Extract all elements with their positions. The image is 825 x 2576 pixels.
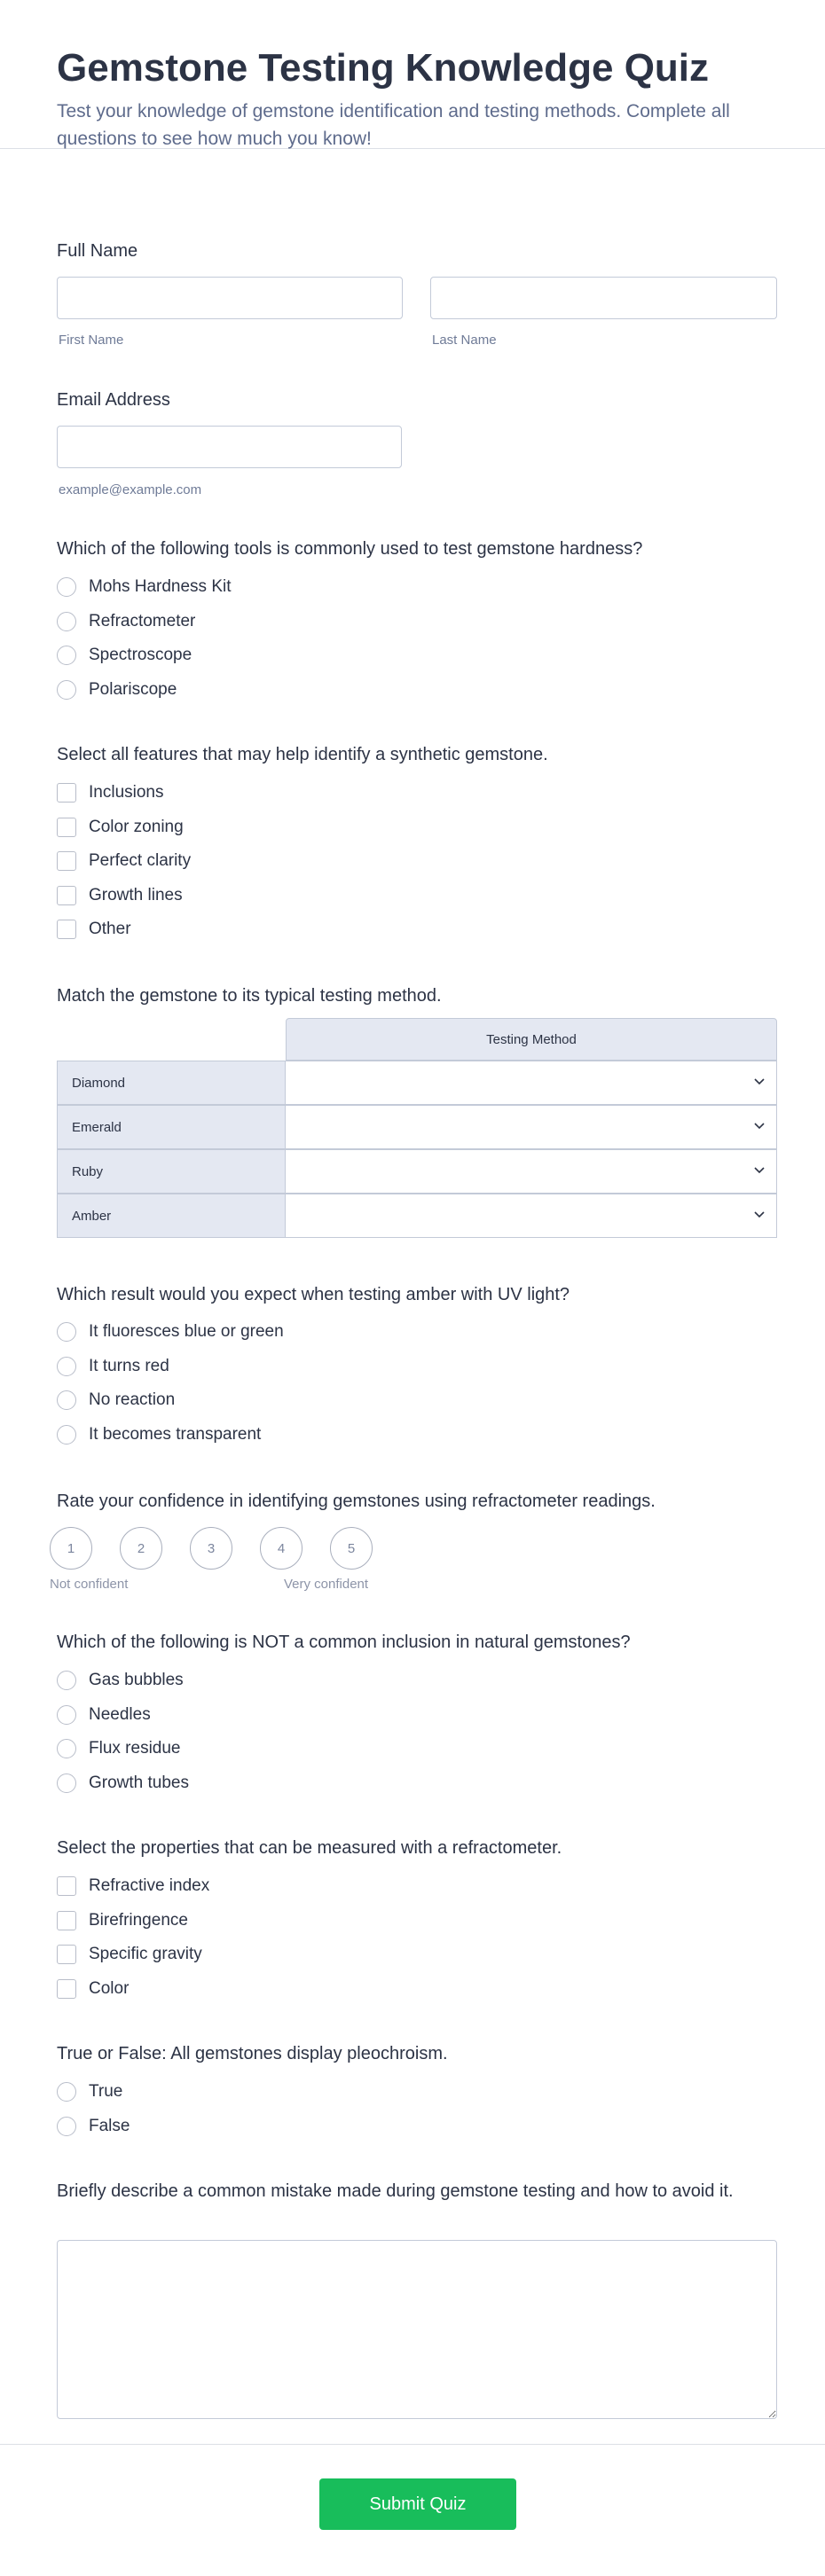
matrix-row xyxy=(57,1149,777,1194)
option-label: Specific gravity xyxy=(89,1945,202,1963)
email-question xyxy=(57,388,777,504)
option-label: Color zoning xyxy=(89,818,184,836)
checkbox-option[interactable] xyxy=(57,918,131,941)
chevron-down-icon xyxy=(751,1207,767,1223)
radio-option[interactable] xyxy=(57,2080,122,2103)
option-label: Spectroscope xyxy=(89,646,192,664)
option-label: Other xyxy=(89,920,131,938)
radio-option[interactable] xyxy=(57,610,195,633)
radio-button[interactable] xyxy=(57,1671,76,1690)
inclusion-question xyxy=(57,1631,777,1799)
option-label: Gas bubbles xyxy=(89,1671,184,1689)
radio-button[interactable] xyxy=(57,1357,76,1376)
confidence-scale-question xyxy=(50,1490,777,1596)
mistake-description-textarea[interactable] xyxy=(57,2240,777,2419)
email-label: Email Address xyxy=(57,390,170,410)
last-name-sublabel: Last Name xyxy=(432,333,497,348)
email-input[interactable] xyxy=(57,426,402,468)
matrix-select[interactable] xyxy=(286,1061,777,1105)
checkbox[interactable] xyxy=(57,1979,76,1999)
scale-option-3[interactable]: 3 xyxy=(190,1527,232,1570)
checkbox-option[interactable] xyxy=(57,850,191,873)
radio-button[interactable] xyxy=(57,2082,76,2102)
matrix-row-label: Emerald xyxy=(57,1105,286,1149)
question-label: Select all features that may help identify a synthetic gemstone. xyxy=(57,745,548,764)
option-label: It becomes transparent xyxy=(89,1425,262,1444)
radio-option[interactable] xyxy=(57,1669,184,1692)
option-label: True xyxy=(89,2082,123,2101)
option-label: Refractometer xyxy=(89,612,196,630)
radio-option[interactable] xyxy=(57,575,232,599)
radio-button[interactable] xyxy=(57,680,76,700)
option-label: Color xyxy=(89,1979,130,1998)
checkbox-option[interactable] xyxy=(57,1943,202,1966)
form-footer xyxy=(0,2444,825,2576)
option-label: Refractive index xyxy=(89,1876,210,1895)
page-title: Gemstone Testing Knowledge Quiz xyxy=(57,46,710,90)
checkbox-option[interactable] xyxy=(57,1909,188,1932)
pleochroism-question xyxy=(57,2042,777,2140)
checkbox[interactable] xyxy=(57,1945,76,1964)
first-name-sublabel: First Name xyxy=(59,333,124,348)
checkbox[interactable] xyxy=(57,886,76,905)
testing-mistake-question xyxy=(57,2180,777,2419)
radio-button[interactable] xyxy=(57,1773,76,1793)
checkbox[interactable] xyxy=(57,783,76,803)
radio-option[interactable] xyxy=(57,1703,151,1726)
hardness-tool-question xyxy=(57,537,777,706)
matrix-row xyxy=(57,1061,777,1105)
scale-option-5[interactable]: 5 xyxy=(330,1527,373,1570)
question-label: Select the properties that can be measured with a refractometer. xyxy=(57,1838,562,1858)
matrix-row xyxy=(57,1105,777,1149)
radio-button[interactable] xyxy=(57,1425,76,1445)
checkbox[interactable] xyxy=(57,920,76,939)
radio-option[interactable] xyxy=(57,1389,175,1412)
radio-option[interactable] xyxy=(57,1355,169,1378)
submit-quiz-button[interactable]: Submit Quiz xyxy=(319,2478,516,2530)
full-name-question xyxy=(57,239,777,355)
matrix-select[interactable] xyxy=(286,1194,777,1238)
radio-button[interactable] xyxy=(57,1705,76,1725)
refractometer-properties-question xyxy=(57,1836,777,2005)
radio-option[interactable] xyxy=(57,1772,189,1795)
radio-option[interactable] xyxy=(57,1423,261,1446)
question-label: Which of the following tools is commonly used to test gemstone hardness? xyxy=(57,539,643,559)
checkbox-option[interactable] xyxy=(57,816,184,839)
question-label: Which result would you expect when testing amber with UV light? xyxy=(57,1285,570,1304)
option-label: It turns red xyxy=(89,1357,169,1375)
matrix-select[interactable] xyxy=(286,1149,777,1194)
scale-option-4[interactable]: 4 xyxy=(260,1527,302,1570)
chevron-down-icon xyxy=(751,1163,767,1178)
option-label: Perfect clarity xyxy=(89,851,192,870)
option-label: Flux residue xyxy=(89,1739,181,1758)
matrix-select[interactable] xyxy=(286,1105,777,1149)
matrix-column-header: Testing Method xyxy=(286,1018,777,1061)
option-label: Growth tubes xyxy=(89,1773,189,1792)
scale-option-2[interactable]: 2 xyxy=(120,1527,162,1570)
chevron-down-icon xyxy=(751,1118,767,1134)
option-label: False xyxy=(89,2117,130,2135)
option-label: Birefringence xyxy=(89,1911,188,1930)
page-subtitle: Test your knowledge of gemstone identification and testing methods. Complete all questions to see how much you know! xyxy=(57,101,730,149)
checkbox-option[interactable] xyxy=(57,781,164,804)
radio-button[interactable] xyxy=(57,577,76,597)
last-name-input[interactable] xyxy=(430,277,777,319)
amber-uv-question xyxy=(57,1283,777,1452)
radio-option[interactable] xyxy=(57,1320,284,1343)
first-name-input[interactable] xyxy=(57,277,403,319)
checkbox[interactable] xyxy=(57,851,76,871)
question-label: Briefly describe a common mistake made during gemstone testing and how to avoid it. xyxy=(57,2181,734,2201)
matrix-row-label: Amber xyxy=(57,1194,286,1238)
radio-option[interactable] xyxy=(57,678,177,701)
radio-option[interactable] xyxy=(57,644,192,667)
radio-option[interactable] xyxy=(57,2115,130,2138)
option-label: Mohs Hardness Kit xyxy=(89,577,232,596)
option-label: Needles xyxy=(89,1705,151,1724)
full-name-label: Full Name xyxy=(57,241,138,261)
testing-method-matrix-question xyxy=(57,984,777,1250)
matrix-row-label: Diamond xyxy=(57,1061,286,1105)
radio-button[interactable] xyxy=(57,1390,76,1410)
radio-button[interactable] xyxy=(57,1739,76,1758)
radio-option[interactable] xyxy=(57,1737,181,1760)
checkbox[interactable] xyxy=(57,818,76,837)
scale-option-1[interactable]: 1 xyxy=(50,1527,92,1570)
chevron-down-icon xyxy=(751,1074,767,1090)
radio-button[interactable] xyxy=(57,646,76,665)
form-header xyxy=(0,0,825,149)
question-label: True or False: All gemstones display pleochroism. xyxy=(57,2044,448,2063)
option-label: It fluoresces blue or green xyxy=(89,1322,284,1341)
checkbox[interactable] xyxy=(57,1911,76,1930)
matrix-row xyxy=(57,1194,777,1238)
radio-button[interactable] xyxy=(57,2117,76,2136)
matrix-row-label: Ruby xyxy=(57,1149,286,1194)
option-label: Growth lines xyxy=(89,886,183,904)
scale-min-label: Not confident xyxy=(50,1577,129,1592)
question-label: Which of the following is NOT a common inclusion in natural gemstones? xyxy=(57,1633,631,1652)
email-sublabel: example@example.com xyxy=(59,482,202,497)
option-label: Inclusions xyxy=(89,783,164,802)
question-label: Match the gemstone to its typical testing method. xyxy=(57,986,442,1006)
scale-max-label: Very confident xyxy=(284,1577,369,1592)
synthetic-features-question xyxy=(57,743,777,947)
checkbox-option[interactable] xyxy=(57,884,183,907)
radio-button[interactable] xyxy=(57,612,76,631)
option-label: Polariscope xyxy=(89,680,177,699)
option-label: No reaction xyxy=(89,1390,176,1409)
radio-button[interactable] xyxy=(57,1322,76,1342)
checkbox[interactable] xyxy=(57,1876,76,1896)
question-label: Rate your confidence in identifying gemstones using refractometer readings. xyxy=(57,1492,656,1511)
checkbox-option[interactable] xyxy=(57,1875,209,1898)
checkbox-option[interactable] xyxy=(57,1977,129,2001)
